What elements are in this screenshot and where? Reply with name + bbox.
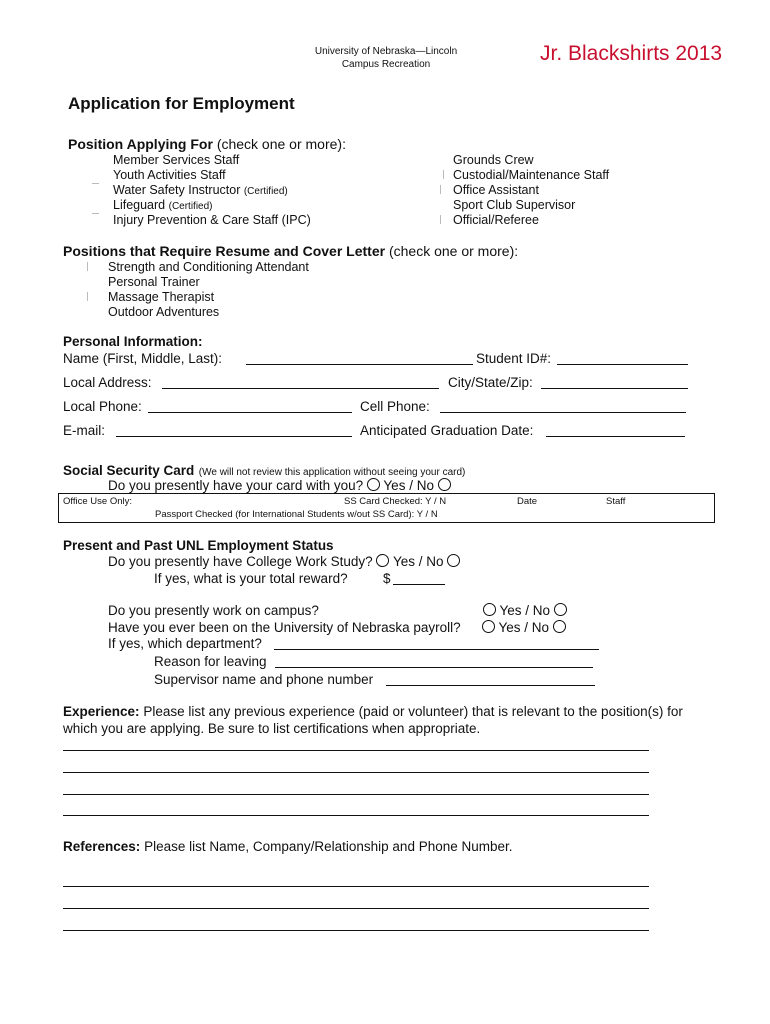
campus-yes-no: Yes / No	[483, 603, 567, 618]
experience-line[interactable]	[63, 772, 649, 773]
brand-title: Jr. Blackshirts 2013	[540, 42, 723, 65]
work-study-no-radio-icon[interactable]	[447, 554, 460, 567]
passport-checked: Passport Checked (for International Students w/out SS Card): Y / N	[155, 509, 438, 520]
resume-positions-heading: Positions that Require Resume and Cover Letter (check one or more):	[63, 243, 519, 259]
references-text: References: Please list Name, Company/Relationship and Phone Number.	[63, 839, 513, 854]
experience-text: Experience: Please list any previous experience (paid or volunteer) that is relevant to the position(s) for	[63, 704, 683, 719]
dept-question: If yes, which department?	[108, 636, 262, 651]
experience-line[interactable]	[63, 815, 649, 816]
payroll-question: Have you ever been on the University of Nebraska payroll?	[108, 620, 461, 635]
references-line[interactable]	[63, 908, 649, 909]
experience-line[interactable]	[63, 794, 649, 795]
cell-label: Cell Phone:	[360, 399, 430, 414]
city-field[interactable]	[541, 376, 688, 389]
experience-line[interactable]	[63, 750, 649, 751]
position-option[interactable]: Custodial/Maintenance Staff	[453, 168, 610, 182]
student-id-label: Student ID#:	[476, 351, 552, 366]
resume-option[interactable]: Personal Trainer	[108, 275, 200, 289]
position-option[interactable]: Lifeguard (Certified)	[113, 198, 213, 212]
phone-label: Local Phone:	[63, 399, 142, 414]
ssc-yes-radio-icon[interactable]	[367, 478, 380, 491]
position-option[interactable]: Member Services Staff	[113, 153, 240, 167]
grad-field[interactable]	[546, 424, 685, 437]
positions-heading: Position Applying For (check one or more):	[68, 136, 346, 152]
office-label: Office Use Only:	[63, 496, 132, 507]
department-name: Campus Recreation	[341, 59, 431, 70]
ss-checked: SS Card Checked: Y / N	[344, 496, 447, 507]
work-study-question: Do you presently have College Work Study? Yes / No	[108, 554, 460, 569]
student-id-field[interactable]	[557, 352, 688, 365]
grad-label: Anticipated Graduation Date:	[360, 423, 534, 438]
ssc-no-radio-icon[interactable]	[438, 478, 451, 491]
work-study-yes-radio-icon[interactable]	[376, 554, 389, 567]
references-line[interactable]	[63, 930, 649, 931]
email-field[interactable]	[116, 424, 352, 437]
email-label: E-mail:	[63, 423, 106, 438]
reward-question: If yes, what is your total reward?	[154, 571, 348, 586]
checkbox-official[interactable]	[440, 215, 441, 224]
reason-question: Reason for leaving	[154, 654, 267, 669]
name-label: Name (First, Middle, Last):	[63, 351, 223, 366]
resume-option[interactable]: Outdoor Adventures	[108, 305, 220, 319]
checkbox-strength[interactable]	[87, 262, 88, 271]
university-name: University of Nebraska—Lincoln	[314, 46, 458, 57]
ssc-heading: Social Security Card (We will not review this application without seeing your card)	[63, 463, 466, 478]
reason-field[interactable]	[275, 655, 593, 668]
position-option[interactable]: Office Assistant	[453, 183, 539, 197]
payroll-no-radio-icon[interactable]	[553, 620, 566, 633]
reward-field[interactable]	[393, 572, 445, 585]
dept-field[interactable]	[274, 637, 599, 650]
dollar-sign: $	[383, 571, 391, 586]
personal-info-heading: Personal Information:	[63, 334, 203, 349]
campus-no-radio-icon[interactable]	[554, 603, 567, 616]
checkbox-office-assistant[interactable]	[440, 185, 441, 194]
ssc-question: Do you presently have your card with you? Yes / No	[108, 478, 451, 493]
experience-text-2: which you are applying. Be sure to list certifications when appropriate.	[63, 721, 481, 736]
phone-field[interactable]	[148, 400, 352, 413]
checkbox-lifeguard[interactable]	[92, 213, 99, 214]
checkbox-custodial[interactable]	[443, 170, 444, 179]
address-field[interactable]	[162, 376, 439, 389]
office-staff: Staff	[606, 496, 626, 507]
name-field[interactable]	[246, 352, 473, 365]
payroll-yes-radio-icon[interactable]	[482, 620, 495, 633]
address-label: Local Address:	[63, 375, 152, 390]
position-option[interactable]: Grounds Crew	[453, 153, 534, 167]
references-line[interactable]	[63, 886, 649, 887]
employment-heading: Present and Past UNL Employment Status	[63, 538, 334, 553]
office-date: Date	[517, 496, 538, 507]
city-label: City/State/Zip:	[448, 375, 533, 390]
position-option[interactable]: Sport Club Supervisor	[453, 198, 576, 212]
page-title: Application for Employment	[68, 94, 295, 113]
position-option[interactable]: Youth Activities Staff	[113, 168, 226, 182]
checkbox-massage[interactable]	[87, 292, 88, 301]
supervisor-question: Supervisor name and phone number	[154, 672, 374, 687]
supervisor-field[interactable]	[386, 673, 595, 686]
resume-option[interactable]: Massage Therapist	[108, 290, 215, 304]
cell-field[interactable]	[440, 400, 686, 413]
payroll-yes-no: Yes / No	[482, 620, 566, 635]
position-option[interactable]: Injury Prevention & Care Staff (IPC)	[113, 213, 311, 227]
campus-yes-radio-icon[interactable]	[483, 603, 496, 616]
position-option[interactable]: Water Safety Instructor (Certified)	[113, 183, 288, 197]
resume-option[interactable]: Strength and Conditioning Attendant	[108, 260, 309, 274]
position-option[interactable]: Official/Referee	[453, 213, 539, 227]
checkbox-youth-activities[interactable]	[92, 183, 99, 184]
campus-question: Do you presently work on campus?	[108, 603, 319, 618]
